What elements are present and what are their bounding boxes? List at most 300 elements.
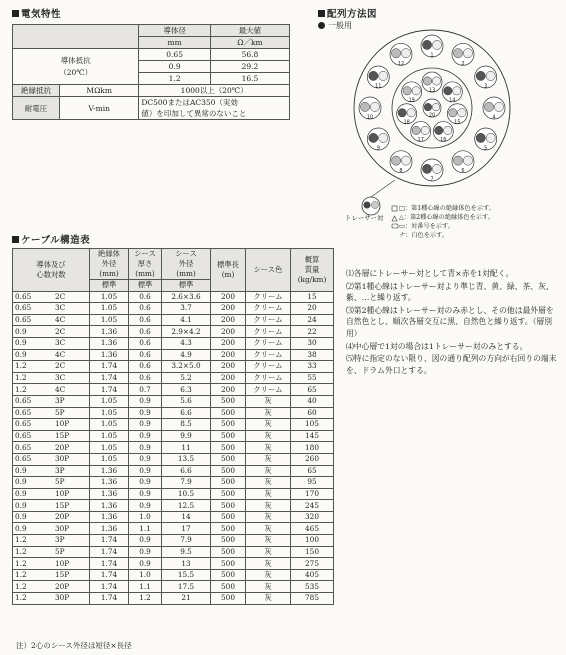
table-cell: 21 <box>162 593 211 605</box>
table-cell: 灰 <box>246 407 291 419</box>
table-cell: 灰 <box>246 488 291 500</box>
table-cell: 200 <box>211 314 246 326</box>
table-cell: 40 <box>291 395 334 407</box>
resist-label: 導体抵抗 （20℃） <box>13 49 139 85</box>
cable-footnote: 注）2心のシース外径は短径×長径 <box>16 641 132 650</box>
table-cell: 1.05 <box>90 407 129 419</box>
table-cell: 1.1 <box>129 523 162 535</box>
table-cell: 14 <box>162 511 211 523</box>
table-cell: 500 <box>211 442 246 454</box>
table-cell: 13 <box>162 558 211 570</box>
table-cell: 灰 <box>246 546 291 558</box>
table-cell: 38 <box>291 349 334 361</box>
cable-structure-table: 導体及び 心数対数 絶縁体 外径 (mm) シース 厚さ (mm) シース 外径 (mm) 標準長 (m) シース色 概算 質量 (kg/km) 標準 標準 標準 0.65 2C 1.05 0.6 2.6×3.6 200 クリーム 15 0.65 3C 1.05 0.6 3.7 200 クリーム 20 0.65 4C 1.05 0.6 4.1 200 クリーム 24 0.9 2C 1.36 0.6 2.9×4.2 200 クリーム 22 0.9 3C 1.36 0.6 4.3 200 クリーム 30 0.9 4C 1.36 0.6 4.9 200 クリーム 38 1.2 2C 1.74 0.6 3.2×5.0 200 クリーム 33 1.2 3C 1.74 0.6 5.2 200 クリーム 55 1.2 4C 1.74 0.7 6.3 200 クリーム 65 0.65 3P 1.05 0.9 5.6 500 灰 40 0.65 5P 1.05 0.9 6.6 500 灰 60 0.65 10P 1.05 0.9 8.5 500 灰 105 0.65 15P 1.05 0.9 9.9 500 灰 145 0.65 20P 1.05 0.9 11 500 灰 180 0.65 30P 1.05 0.9 13.5 500 灰 260 0.9 3P 1.36 0.9 6.6 500 灰 65 0.9 5P 1.36 0.9 7.9 500 灰 95 0.9 10P 1.36 0.9 10.5 500 灰 170 0.9 15P 1.36 0.9 12.5 500 灰 245 0.9 20P 1.36 1.0 14 500 灰 320 0.9 30P 1.36 1.1 17 500 灰 465 1.2 3P 1.74 0.9 7.9 500 灰 100 1.2 5P 1.74 0.9 9.5 500 灰 150 1.2 10P 1.74 0.9 13 500 灰 275 1.2 15P 1.74 1.0 15.5 500 灰 405 1.2 20P 1.74 1.1 17.5 500 灰 535 1.2 30P 1.74 1.2 21 500 灰 785 <box>12 248 334 605</box>
table-row <box>13 453 334 465</box>
table-cell: 灰 <box>246 442 291 454</box>
table-cell: 1.2 <box>129 593 162 605</box>
table-cell: 3C <box>53 372 90 384</box>
table-cell: 200 <box>211 326 246 338</box>
pair-unit <box>442 82 462 104</box>
head-diameter: 導体径 <box>139 25 211 37</box>
table-cell: 4.3 <box>162 337 211 349</box>
table-cell: 1.36 <box>90 326 129 338</box>
table-cell: 9.5 <box>162 546 211 558</box>
svg-text:20: 20 <box>428 112 436 119</box>
svg-text:13: 13 <box>428 87 436 94</box>
table-cell: 1.74 <box>90 569 129 581</box>
pair-unit <box>390 151 412 174</box>
table-cell: 1.1 <box>129 581 162 593</box>
table-cell: 30P <box>53 453 90 465</box>
table-cell: 535 <box>291 581 334 593</box>
svg-text:2: 2 <box>461 60 465 67</box>
table-cell: 灰 <box>246 593 291 605</box>
table-cell: 6.3 <box>162 384 211 396</box>
svg-text:16: 16 <box>440 136 447 143</box>
table-cell: 500 <box>211 488 246 500</box>
table-row <box>13 477 334 489</box>
table-cell: 灰 <box>246 419 291 431</box>
table-cell: 6.6 <box>162 465 211 477</box>
pair-unit <box>433 121 453 143</box>
table-cell: 5.6 <box>162 395 211 407</box>
svg-text:7: 7 <box>430 176 434 183</box>
col-sheath-od: シース 外径 (mm) <box>162 249 211 280</box>
table-cell: 0.9 <box>129 477 162 489</box>
table-cell: 0.6 <box>129 314 162 326</box>
table-cell: 4.1 <box>162 314 211 326</box>
legend-item: △：第2種心線の絶縁体色を示す。 <box>399 214 494 221</box>
table-row <box>13 546 334 558</box>
table-row <box>13 361 334 373</box>
table-cell: 7.9 <box>162 477 211 489</box>
table-cell: 灰 <box>246 453 291 465</box>
square-legend-icon <box>392 206 397 211</box>
table-row <box>13 349 334 361</box>
pair-unit <box>402 82 422 104</box>
table-cell: 1.0 <box>129 511 162 523</box>
table-cell: 15P <box>53 500 90 512</box>
pair-unit <box>421 159 443 182</box>
table-cell: 200 <box>211 337 246 349</box>
table-cell: 0.9 <box>129 465 162 477</box>
table-cell: 33 <box>291 361 334 373</box>
table-cell: 1.74 <box>90 593 129 605</box>
table-cell: 1.36 <box>90 337 129 349</box>
triangle-legend-icon <box>392 216 397 221</box>
table-row <box>13 337 334 349</box>
table-cell: 60 <box>291 407 334 419</box>
table-cell: 200 <box>211 372 246 384</box>
table-cell: 500 <box>211 419 246 431</box>
table-cell: 260 <box>291 453 334 465</box>
svg-text:6: 6 <box>461 168 465 175</box>
table-cell: 5P <box>53 477 90 489</box>
insul-value: 1000以上（20℃） <box>139 85 290 97</box>
svg-text:3: 3 <box>484 83 488 90</box>
table-cell: 0.9 <box>129 442 162 454</box>
table-cell: 200 <box>211 291 246 303</box>
table-cell: 245 <box>291 500 334 512</box>
table-cell: 1.2 <box>13 535 53 547</box>
svg-text:4: 4 <box>492 114 496 121</box>
table-cell: 17 <box>162 523 211 535</box>
table-cell: 0.9 <box>129 535 162 547</box>
table-cell: クリーム <box>246 384 291 396</box>
table-cell: 3P <box>53 535 90 547</box>
table-cell: 500 <box>211 535 246 547</box>
table-cell: 1.74 <box>90 558 129 570</box>
table-cell: 10P <box>53 419 90 431</box>
table-cell: 1.36 <box>90 477 129 489</box>
table-cell: 500 <box>211 453 246 465</box>
svg-text:10: 10 <box>366 114 374 121</box>
table-cell: 500 <box>211 546 246 558</box>
table-cell: 2.9×4.2 <box>162 326 211 338</box>
table-cell: 1.05 <box>90 314 129 326</box>
table-cell: 0.9 <box>13 500 53 512</box>
note-item: ⑷中心層で1対の場合は1トレーサー対のみとする。 <box>346 341 528 351</box>
table-cell: 1.05 <box>90 430 129 442</box>
table-cell: 65 <box>291 384 334 396</box>
table-cell: 1.74 <box>90 372 129 384</box>
arrangement-notes <box>346 268 558 377</box>
table-row <box>13 372 334 384</box>
pair-number-legend-icon <box>392 224 398 228</box>
table-cell: 3.2×5.0 <box>162 361 211 373</box>
table-cell: クリーム <box>246 349 291 361</box>
table-cell: 4C <box>53 349 90 361</box>
table-cell: 0.65 <box>13 395 53 407</box>
table-cell: クリーム <box>246 337 291 349</box>
table-cell: 1.2 <box>13 384 53 396</box>
table-cell: 1.05 <box>90 442 129 454</box>
table-row <box>13 569 334 581</box>
table-row <box>13 303 334 315</box>
table-cell: 0.9 <box>13 523 53 535</box>
note-item: ⑵第1種心線はトレーサー対より準じ青、黄、緑、茶、灰、紫、…と繰り返す。 <box>346 281 554 303</box>
table-row <box>13 430 334 442</box>
svg-text:11: 11 <box>375 83 382 90</box>
table-row <box>13 442 334 454</box>
table-cell: 785 <box>291 593 334 605</box>
table-cell: 0.6 <box>129 361 162 373</box>
cable-section-title: ケーブル構造表 <box>12 232 90 246</box>
table-cell: 500 <box>211 593 246 605</box>
col-sheath-thick: シース 厚さ (mm) <box>129 249 162 280</box>
table-cell: 200 <box>211 384 246 396</box>
table-cell: 4.9 <box>162 349 211 361</box>
pair-unit <box>422 72 442 94</box>
table-row <box>13 326 334 338</box>
table-cell: クリーム <box>246 361 291 373</box>
arrangement-legend <box>399 204 495 240</box>
table-cell: 2C <box>53 326 90 338</box>
table-row <box>13 581 334 593</box>
table-cell: 灰 <box>246 523 291 535</box>
table-cell: 1.2 <box>13 372 53 384</box>
arrangement-subtitle: 一般用 <box>318 20 352 31</box>
table-cell: 12.5 <box>162 500 211 512</box>
table-cell: 0.7 <box>129 384 162 396</box>
note-item: ⑸特に指定のない限り、図の通り配列の方向が右回りの端末を、ドラム外口とする。 <box>346 354 557 375</box>
table-cell: 1.36 <box>90 523 129 535</box>
col-insulation: 絶縁体 外径 (mm) <box>90 249 129 280</box>
table-cell: 3C <box>53 337 90 349</box>
table-cell: 0.9 <box>129 558 162 570</box>
table-cell: 1.05 <box>90 303 129 315</box>
table-cell: 0.6 <box>129 349 162 361</box>
table-cell: クリーム <box>246 326 291 338</box>
note-item: ⑶第2種心線はトレーサー対のみ赤とし、その他は最外層を自然色とし、順次各層交互に黒、自然色と繰り返す。（層別用） <box>346 305 554 338</box>
table-cell: 2.6×3.6 <box>162 291 211 303</box>
table-row <box>13 465 334 477</box>
table-cell: クリーム <box>246 314 291 326</box>
table-cell: 0.9 <box>129 488 162 500</box>
table-cell: 20P <box>53 581 90 593</box>
table-cell: 1.2 <box>13 593 53 605</box>
table-cell: 0.9 <box>13 488 53 500</box>
table-cell: 0.6 <box>129 303 162 315</box>
table-cell: クリーム <box>246 303 291 315</box>
table-cell: 17.5 <box>162 581 211 593</box>
table-cell: 200 <box>211 361 246 373</box>
table-cell: 22 <box>291 326 334 338</box>
table-cell: 1.2 <box>13 558 53 570</box>
note-item: ⑴各層にトレーサー対として青×赤を1対配く。 <box>346 269 514 278</box>
table-cell: 15 <box>291 291 334 303</box>
table-cell: 4C <box>53 314 90 326</box>
table-cell: 0.6 <box>129 372 162 384</box>
table-cell: 0.9 <box>129 546 162 558</box>
pair-circles <box>354 30 510 228</box>
table-cell: 5P <box>53 546 90 558</box>
table-cell: 0.65 <box>13 314 53 326</box>
table-cell: 20P <box>53 511 90 523</box>
table-cell: 灰 <box>246 535 291 547</box>
table-cell: 3.7 <box>162 303 211 315</box>
table-cell: 500 <box>211 465 246 477</box>
arrangement-section-title: 配列方法図 <box>318 6 377 20</box>
pair-unit <box>397 104 417 126</box>
table-cell: 0.6 <box>129 337 162 349</box>
table-cell: 55 <box>291 372 334 384</box>
table-cell: 500 <box>211 430 246 442</box>
table-cell: 405 <box>291 569 334 581</box>
table-cell: 500 <box>211 500 246 512</box>
table-cell: 0.9 <box>129 407 162 419</box>
table-cell: 7.9 <box>162 535 211 547</box>
table-cell: 145 <box>291 430 334 442</box>
table-cell: 15P <box>53 430 90 442</box>
table-cell: 1.36 <box>90 511 129 523</box>
table-cell: 200 <box>211 303 246 315</box>
svg-text:19: 19 <box>408 97 415 104</box>
table-cell: 1.05 <box>90 453 129 465</box>
table-cell: 0.65 <box>13 303 53 315</box>
table-row <box>13 419 334 431</box>
table-cell: 0.9 <box>129 430 162 442</box>
table-row <box>13 500 334 512</box>
table-cell: 30 <box>291 337 334 349</box>
table-cell: 500 <box>211 581 246 593</box>
table-cell: 500 <box>211 511 246 523</box>
col-conductor: 導体及び 心数対数 <box>13 249 90 292</box>
table-cell: 0.9 <box>129 453 162 465</box>
head-max: 最大値 <box>210 25 289 37</box>
svg-text:12: 12 <box>397 60 405 67</box>
table-row <box>13 593 334 605</box>
table-cell: 24 <box>291 314 334 326</box>
table-row <box>13 488 334 500</box>
table-cell: 170 <box>291 488 334 500</box>
table-cell: 灰 <box>246 511 291 523</box>
svg-text:14: 14 <box>449 97 456 104</box>
table-cell: 0.9 <box>13 326 53 338</box>
table-row <box>13 291 334 303</box>
electrical-table: 導体径 最大値 mm Ω／km 導体抵抗 （20℃） 0.65 56.8 0.9 29.2 1.2 16.5 絶縁抵抗 MΩkm 1000以上（20℃） 耐電圧 V-min DC500またはAC350（実効 値）を印加して異常のないこと <box>12 24 290 120</box>
section-square-icon <box>12 236 19 243</box>
pair-unit <box>452 43 474 66</box>
pair-unit <box>359 97 381 120</box>
table-row <box>13 395 334 407</box>
table-cell: 13.5 <box>162 453 211 465</box>
table-cell: 1.05 <box>90 419 129 431</box>
table-cell: 3P <box>53 395 90 407</box>
table-cell: 100 <box>291 535 334 547</box>
legend-item: ▭：対番号を示す。 <box>399 223 454 230</box>
electrical-section-title: 電気特性 <box>12 6 61 20</box>
table-cell: 5P <box>53 407 90 419</box>
table-cell: 20P <box>53 442 90 454</box>
table-cell: 10.5 <box>162 488 211 500</box>
table-cell: 0.9 <box>13 477 53 489</box>
table-cell: 1.36 <box>90 488 129 500</box>
pair-unit <box>447 104 467 126</box>
table-cell: 65 <box>291 465 334 477</box>
table-cell: 灰 <box>246 581 291 593</box>
pair-unit <box>452 151 474 174</box>
table-cell: 1.36 <box>90 349 129 361</box>
pair-unit <box>475 66 497 89</box>
table-cell: 灰 <box>246 465 291 477</box>
table-cell: 1.74 <box>90 361 129 373</box>
svg-text:5: 5 <box>484 145 488 152</box>
table-cell: 1.74 <box>90 384 129 396</box>
table-row <box>13 314 334 326</box>
tracer-label: トレーサー対 <box>345 214 384 222</box>
table-cell: 1.2 <box>13 569 53 581</box>
table-cell: 500 <box>211 477 246 489</box>
table-cell: 灰 <box>246 500 291 512</box>
pair-unit <box>390 43 412 66</box>
svg-text:15: 15 <box>454 119 461 126</box>
table-cell: 0.9 <box>129 395 162 407</box>
table-cell: 4C <box>53 384 90 396</box>
table-cell: 500 <box>211 395 246 407</box>
table-cell: 275 <box>291 558 334 570</box>
table-cell: 1.2 <box>13 546 53 558</box>
table-cell: 0.9 <box>13 337 53 349</box>
pair-unit <box>483 97 505 120</box>
table-cell: クリーム <box>246 291 291 303</box>
col-sheath-color: シース色 <box>246 249 291 292</box>
table-cell: 2C <box>53 361 90 373</box>
table-cell: 320 <box>291 511 334 523</box>
table-cell: 0.65 <box>13 430 53 442</box>
col-length: 標準長 (m) <box>211 249 246 292</box>
table-cell: 6.6 <box>162 407 211 419</box>
table-cell: 0.9 <box>129 500 162 512</box>
svg-text:8: 8 <box>399 168 403 175</box>
svg-text:9: 9 <box>376 145 380 152</box>
table-cell: 5.2 <box>162 372 211 384</box>
table-cell: 8.5 <box>162 419 211 431</box>
table-cell: 0.65 <box>13 442 53 454</box>
table-cell: 0.9 <box>13 349 53 361</box>
table-row <box>13 558 334 570</box>
table-cell: クリーム <box>246 372 291 384</box>
table-cell: 灰 <box>246 430 291 442</box>
table-cell: 500 <box>211 569 246 581</box>
pair-unit <box>367 128 389 151</box>
table-cell: 465 <box>291 523 334 535</box>
table-cell: 灰 <box>246 395 291 407</box>
table-cell: 0.9 <box>13 511 53 523</box>
table-cell: 1.74 <box>90 546 129 558</box>
pair-unit <box>411 121 431 143</box>
table-row <box>13 511 334 523</box>
svg-text:18: 18 <box>403 119 410 126</box>
table-cell: 180 <box>291 442 334 454</box>
volt-label: 耐電圧 <box>13 97 60 120</box>
table-cell: 0.65 <box>13 419 53 431</box>
table-cell: 105 <box>291 419 334 431</box>
pair-unit <box>367 66 389 89</box>
table-cell: 95 <box>291 477 334 489</box>
pair-unit <box>421 35 443 58</box>
table-cell: 20 <box>291 303 334 315</box>
table-cell: 1.74 <box>90 581 129 593</box>
table-cell: 30P <box>53 523 90 535</box>
table-cell: 0.6 <box>129 326 162 338</box>
table-cell: 灰 <box>246 558 291 570</box>
table-cell: 1.36 <box>90 465 129 477</box>
table-cell: 1.74 <box>90 535 129 547</box>
table-cell: 30P <box>53 593 90 605</box>
table-cell: 0.65 <box>13 453 53 465</box>
legend-item: □：第1種心線の絶縁体色を示す。 <box>399 205 495 212</box>
table-cell: 15.5 <box>162 569 211 581</box>
table-row <box>13 523 334 535</box>
table-cell: 11 <box>162 442 211 454</box>
table-cell: 1.2 <box>13 361 53 373</box>
table-cell: 500 <box>211 407 246 419</box>
table-cell: 500 <box>211 558 246 570</box>
svg-text:17: 17 <box>417 136 424 143</box>
insul-label: 絶縁抵抗 <box>13 85 60 97</box>
table-row <box>13 407 334 419</box>
svg-text:1: 1 <box>430 52 434 59</box>
table-cell: 15P <box>53 569 90 581</box>
table-cell: 1.36 <box>90 500 129 512</box>
table-row <box>13 384 334 396</box>
table-cell: 1.05 <box>90 291 129 303</box>
table-cell: 3C <box>53 303 90 315</box>
col-mass: 概算 質量 (kg/km) <box>291 249 334 292</box>
table-cell: 0.65 <box>13 407 53 419</box>
table-cell: 0.65 <box>13 291 53 303</box>
